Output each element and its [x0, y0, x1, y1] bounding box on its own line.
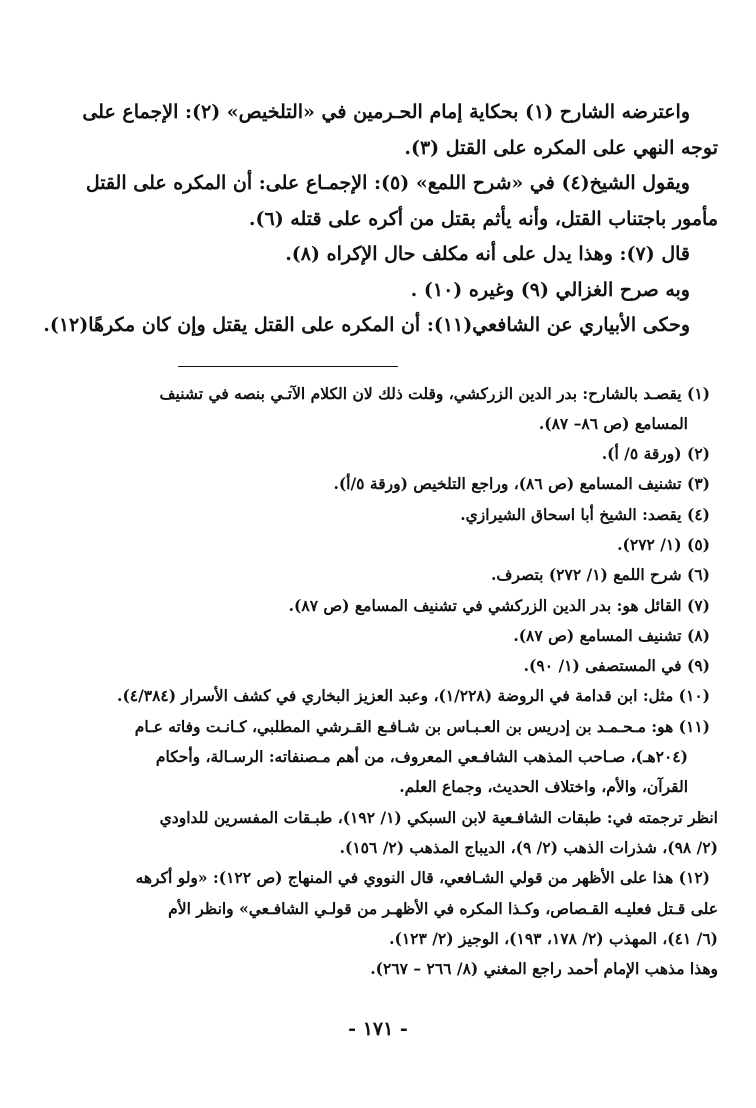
- footnote-line: (١) يقصـد بالشارح: بدر الدين الزركشي، وقلت ذلك لان الكلام الآتـي بنصه في تشنيف: [159, 383, 710, 403]
- footnote-line: (٦/ ٤١)، المهذب (٢/ ١٧٨، ١٩٣)، الوجيز (٢/ ١٢٣).: [389, 928, 718, 948]
- main-text-line: وبه صرح الغزالي (٩) وغيره (١٠) .: [410, 278, 690, 301]
- main-text-line: قال (٧): وهذا يدل على أنه مكلف حال الإكراه (٨).: [285, 243, 690, 265]
- footnote-line: المسامع (ص ٨٦– ٨٧).: [538, 413, 688, 433]
- footnote-line: (٢٠٤هـ)، صـاحب المذهب الشافـعي المعروف، من أهم مـصنفاته: الرسـالة، وأحكام: [155, 747, 688, 767]
- footnote-separator-wrap: [38, 344, 718, 379]
- page-number: - ١٧١ -: [348, 1018, 408, 1040]
- footnote-line: (٧) القائل هو: بدر الدين الزركشي في تشنيف المسامع (ص ٨٧).: [288, 595, 710, 615]
- footnote-line: (٨) تشنيف المسامع (ص ٨٧).: [513, 625, 710, 645]
- main-text-line: واعترضه الشارح (١) بحكاية إمام الحـرمين في «التلخيص» (٢): الإجماع على: [82, 101, 690, 123]
- footnote-line: (٩) في المستصفى (١/ ٩٠).: [523, 656, 710, 676]
- footnote-line: القرآن، والأم، واختلاف الحديث، وجماع العلم.: [399, 777, 688, 797]
- footnote-line: (١٢) هذا على الأظهر من قولي الشـافعي، قال النووي في المنهاج (ص ١٢٢): «ولو أكرهه: [135, 868, 710, 888]
- footnote-line: (٢) (ورقة ٥/ أ).: [601, 444, 710, 464]
- footnote-line: (٣) تشنيف المسامع (ص ٨٦)، وراجع التلخيص (ورقة ٥/أ).: [333, 474, 710, 494]
- footnote-line: (٥) (١/ ٢٧٢).: [617, 534, 710, 554]
- footnote-line: انظر ترجمته في: طبقات الشافـعية لابن السبكي (١/ ١٩٢)، طبـقات المفسرين للداودي: [159, 807, 718, 827]
- footnote-line: (٢/ ٩٨)، شذرات الذهب (٢/ ٩)، الديباج المذهب (٢/ ١٥٦).: [339, 837, 718, 857]
- main-text-line: وحكى الأبياري عن الشافعي(١١): أن المكره على القتل يقتل وإن كان مكرهًا(١٢).: [43, 314, 690, 336]
- footnote-line: (٦) شرح اللمع (١/ ٢٧٢) بتصرف.: [490, 565, 710, 585]
- footnote-line: على قـتل فعليـه القـصاص، وكـذا المكره في الأظهـر من قولـي الشافـعي» وانظر الأم: [168, 898, 718, 918]
- footnotes-section: [38, 379, 718, 985]
- main-text-line: مأمور باجتناب القتل، وأنه يأثم بقتل من أكره على قتله (٦).: [248, 207, 718, 230]
- document-page: [38, 95, 718, 984]
- footnote-line: (١٠) مثل: ابن قدامة في الروضة (١/٢٢٨)، وعبد العزيز البخاري في كشف الأسرار (٤/٣٨٤).: [117, 686, 710, 706]
- footnote-line: (٤) يقصد: الشيخ أبا اسحاق الشيرازي.: [460, 504, 710, 524]
- main-text-body: [38, 95, 718, 344]
- footnote-separator: [178, 366, 398, 367]
- main-text-line: ويقول الشيخ(٤) في «شرح اللمع» (٥): الإجمـاع على: أن المكره على القتل: [85, 172, 690, 194]
- footnote-line: (١١) هو: مـحـمـد بن إدريس بن العـبـاس بن شـافـع القـرشي المطلبي، كـانـت وفاته عـام: [134, 716, 710, 736]
- footnote-line: وهذا مذهب الإمام أحمد راجع المغني (٨/ ٢٦٦ – ٢٦٧).: [370, 959, 718, 979]
- main-text-line: توجه النهي على المكره على القتل (٣).: [404, 136, 718, 159]
